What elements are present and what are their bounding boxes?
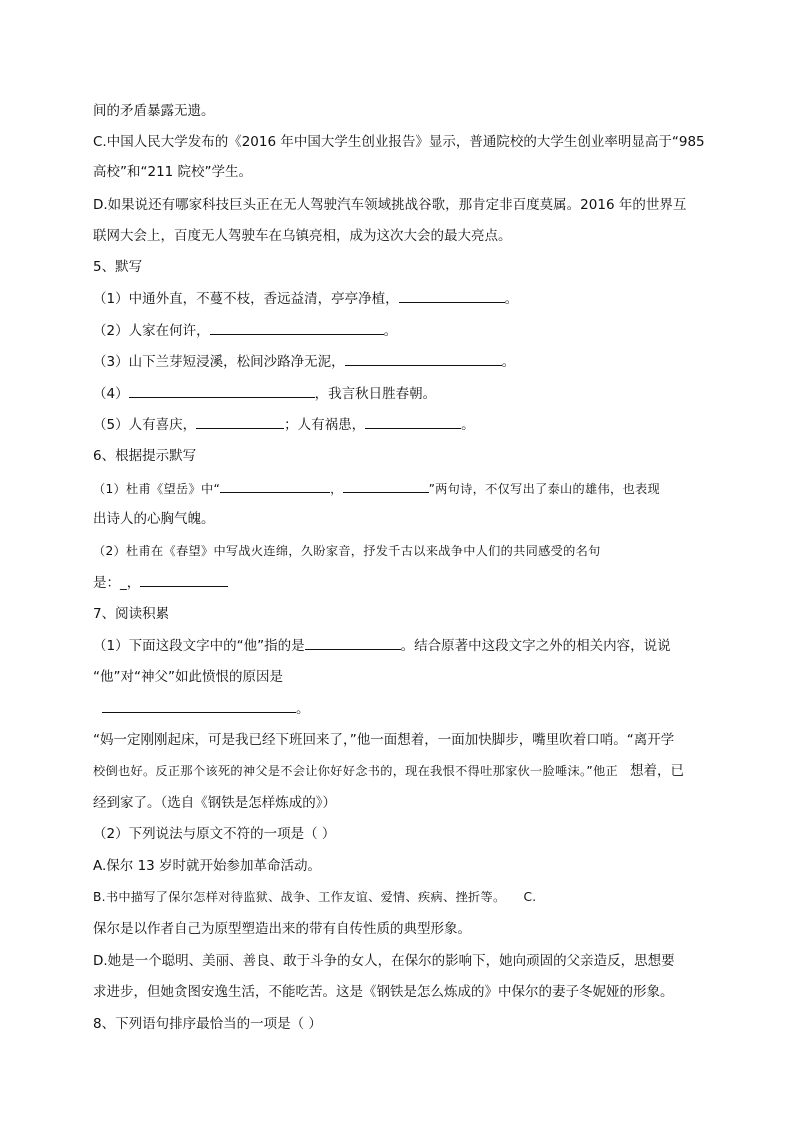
question-7-item-1	[93, 636, 708, 655]
text-line: 联网大会上，百度无人驾驶车在乌镇亮相，成为这次大会的最大亮点。	[93, 228, 512, 244]
prompt-text: （1）下面这段文字中的“他”指的是	[93, 638, 305, 654]
dictation-prompt: （2）人家在何许，	[93, 323, 210, 339]
question-5-heading: 5、默写	[93, 259, 143, 275]
text-line: “他”对“神父”如此愤恨的原因是	[93, 669, 283, 685]
option-c: 保尔是以作者自己为原型塑造出来的带有自传性质的典型形象。	[93, 921, 471, 937]
option-d: D.她是一个聪明、美丽、善良、敢于斗争的女人，在保尔的影响下，她向顽固的父亲造反，思想要	[93, 953, 675, 969]
text-line: 求进步，但她贪图安逸生活，不能吃苦。这是《钢铁是怎么炼成的》中保尔的妻子冬妮娅的形象。	[93, 984, 674, 1000]
punctuation: 。	[296, 701, 310, 717]
question-7-heading: 7、阅读积累	[93, 606, 170, 622]
question-7-item-2: （2）下列说法与原文不符的一项是（ ）	[93, 826, 336, 842]
question-6-item-2: （2）杜甫在《春望》中写战火连绵，久盼家音，抒发千古以来战争中人们的共同感受的名句	[93, 544, 601, 558]
punctuation: 。	[501, 354, 516, 370]
dictation-item-2	[93, 321, 708, 340]
punctuation: 。	[383, 323, 398, 339]
punctuation: 。	[504, 291, 519, 307]
excerpt-text: 校倒也好。反正那个该死的神父是不会让你好好念书的，现在我恨不得吐那家伙一脸唾沫。”他正	[93, 764, 618, 778]
answer-blank[interactable]	[305, 636, 401, 650]
dictation-prompt: （1）中通外直，不蔓不枝，香远益清，亭亭净植，	[93, 291, 399, 307]
dictation-item-1	[93, 289, 708, 308]
prompt-text: （1）杜甫《望岳》中“	[93, 482, 221, 496]
dictation-item-4	[93, 384, 708, 403]
prompt-text: ”两句诗，不仅写出了泰山的雄伟，也表现	[428, 482, 660, 496]
option-b-text: B.书中描写了保尔怎样对待监狱、战争、工作友谊、爱情、疾病、挫折等。	[93, 890, 506, 904]
option-c-line: C.中国人民大学发布的《2016 年中国大学生创业报告》显示，普通院校的大学生创业率明显高于“985	[93, 134, 705, 150]
option-a: A.保尔 13 岁时就开始参加革命活动。	[93, 858, 322, 874]
prompt-text: 。结合原著中这段文字之外的相关内容，说说	[400, 638, 671, 654]
question-8-heading: 8、下列语句排序最恰当的一项是（ ）	[93, 1016, 322, 1032]
text-line: 间的矛盾暴露无遗。	[93, 103, 215, 119]
dictation-item-3	[93, 352, 708, 371]
answer-blank[interactable]	[140, 573, 228, 587]
answer-blank[interactable]	[399, 289, 505, 303]
text-line: 出诗人的心胸气魄。	[93, 511, 215, 527]
dictation-prompt: ；人有祸患，	[284, 417, 366, 433]
prompt-text: 是：_，	[93, 575, 141, 591]
dictation-prompt: ，我言秋日胜春朝。	[314, 386, 437, 402]
answer-blank[interactable]	[220, 479, 330, 493]
answer-blank[interactable]	[129, 384, 315, 398]
answer-blank[interactable]	[196, 415, 284, 429]
punctuation: ，	[330, 482, 343, 496]
dictation-prompt: （5）人有喜庆，	[93, 417, 197, 433]
dictation-prompt: （3）山下兰芽短浸溪，松间沙路净无泥，	[93, 354, 345, 370]
dictation-prompt: （4）	[93, 386, 129, 402]
excerpt-source: 经到家了。（选自《钢铁是怎样炼成的》）	[93, 795, 336, 811]
dictation-item-5	[93, 415, 708, 434]
punctuation: 。	[461, 417, 475, 433]
option-c-label: C.	[523, 890, 537, 904]
question-6-item-1	[93, 479, 708, 498]
option-d-line: D.如果说还有哪家科技巨头正在无人驾驶汽车领域挑战谷歌，那肯定非百度莫属。2016 年的世界互	[93, 197, 687, 213]
answer-blank[interactable]	[365, 415, 461, 429]
option-b	[93, 888, 708, 906]
answer-line	[93, 573, 708, 592]
question-6-heading: 6、根据提示默写	[93, 448, 197, 464]
answer-blank[interactable]	[343, 479, 429, 493]
answer-blank[interactable]	[345, 352, 502, 366]
answer-blank[interactable]	[102, 699, 296, 713]
text-line: 高校”和“211 院校”学生。	[93, 164, 253, 180]
answer-blank[interactable]	[210, 321, 384, 335]
answer-line	[102, 699, 708, 718]
excerpt-text: 想着，已	[630, 763, 684, 779]
excerpt-line: “妈一定刚刚起床，可是我已经下班回来了，”他一面想着，一面加快脚步，嘴里吹着口哨。“离开学	[93, 732, 675, 748]
excerpt-line	[93, 762, 708, 780]
